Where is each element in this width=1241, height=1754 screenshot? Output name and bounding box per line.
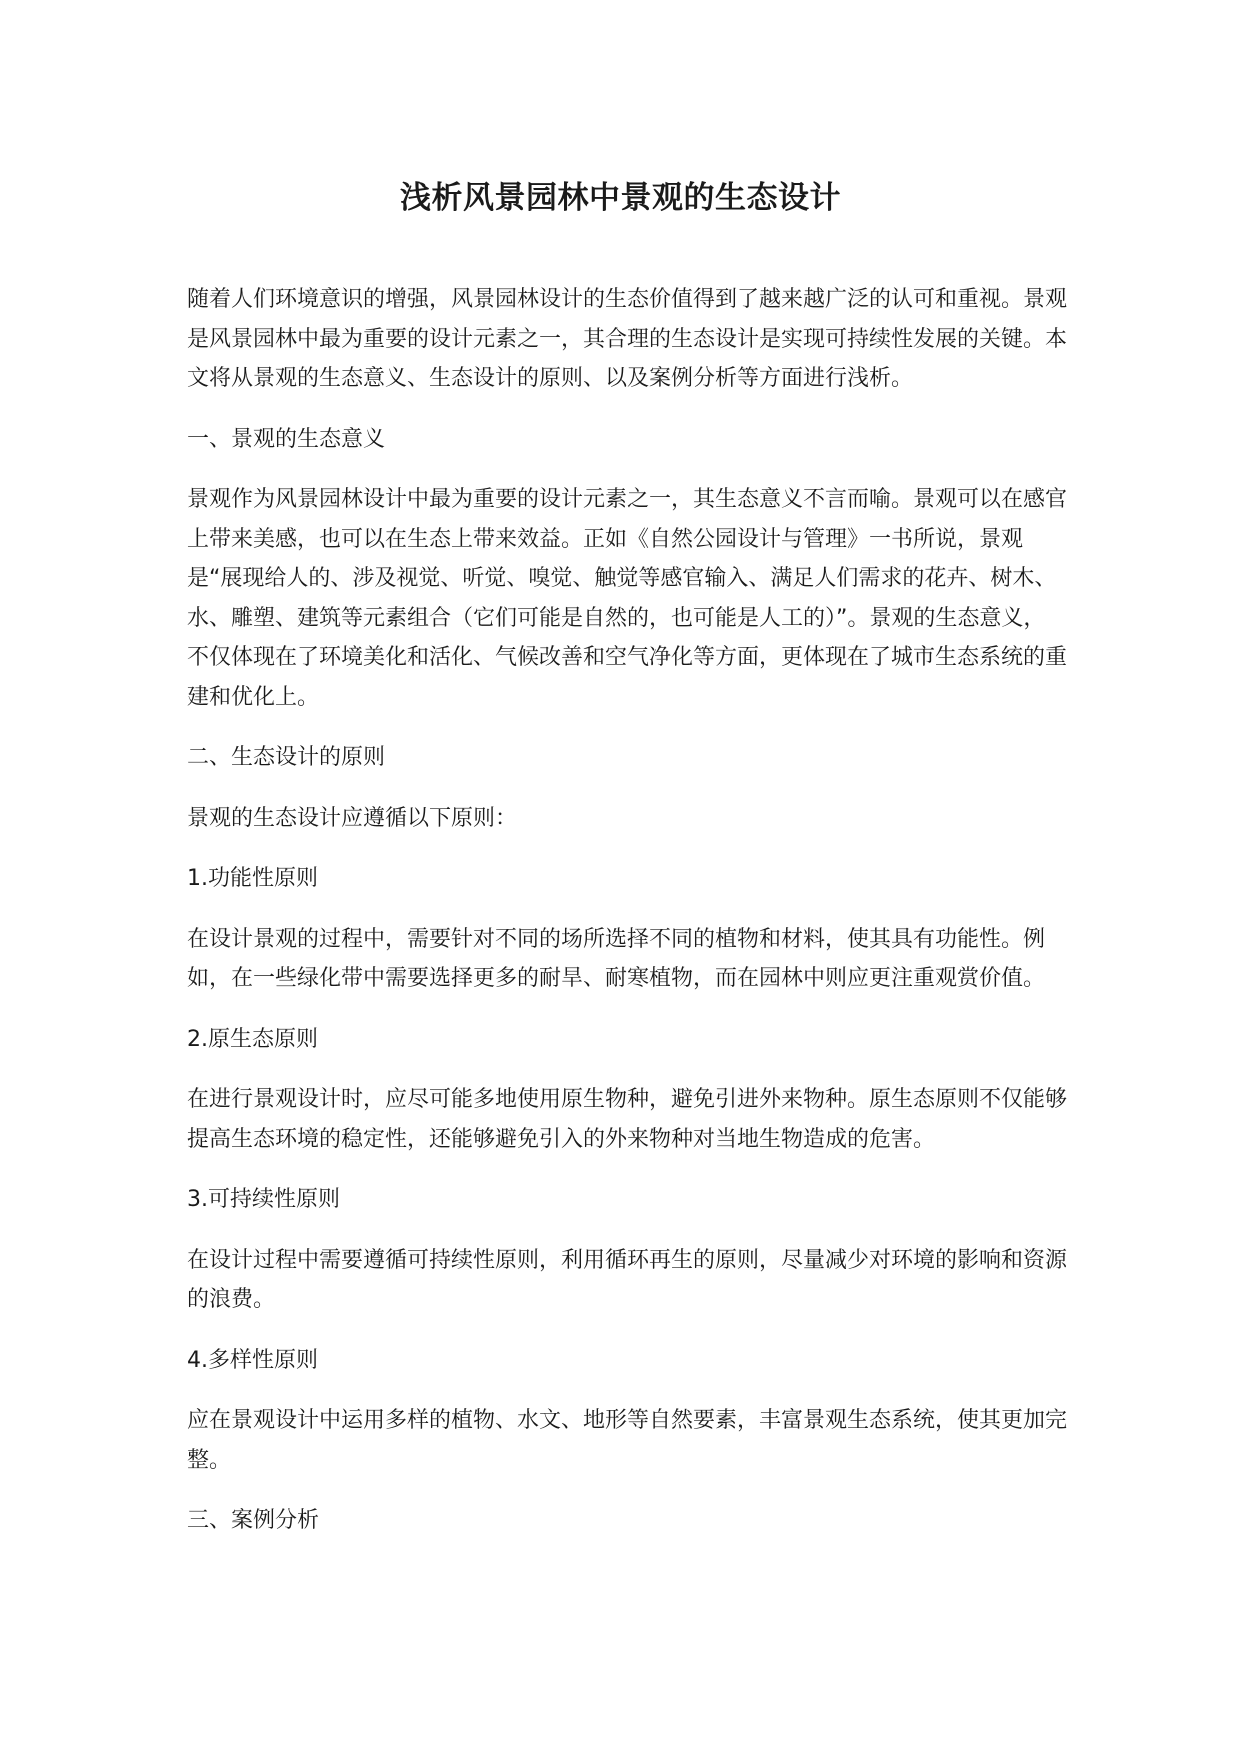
ecological-meaning-paragraph: 景观作为风景园林设计中最为重要的设计元素之一，其生态意义不言而喻。景观可以在感官上带来美感，也可以在生态上带来效益。正如《自然公园设计与管理》一书所说，景观是“展现给人的、涉及视觉、听觉、嗅觉、触觉等感官输入、满足人们需求的花卉、树木、水、雕塑、建筑等元素组合（它们可能是自然的，也可能是人工的）”。景观的生态意义，不仅体现在了环境美化和活化、气候改善和空气净化等方面，更体现在了城市生态系统的重建和优化上。 [187,487,1068,710]
principle-heading-functional: 1.功能性原则 [187,866,318,891]
principle-heading-diversity: 4.多样性原则 [187,1347,318,1373]
section-heading-ecological-meaning: 一、景观的生态意义 [187,426,386,452]
principle-sustainable-paragraph: 在设计过程中需要遵循可持续性原则，利用循环再生的原则，尽量减少对环境的影响和资源的浪费。 [187,1247,1068,1312]
principle-diversity-paragraph: 应在景观设计中运用多样的植物、水文、地形等自然要素，丰富景观生态系统，使其更加完整。 [187,1408,1068,1473]
principles-intro-paragraph: 景观的生态设计应遵循以下原则： [187,805,518,831]
principle-functional-paragraph: 在设计景观的过程中，需要针对不同的场所选择不同的植物和材料，使其具有功能性。例如，在一些绿化带中需要选择更多的耐旱、耐寒植物，而在园林中则应更注重观赏价值。 [187,926,1046,991]
section-heading-case-analysis: 三、案例分析 [187,1508,320,1533]
section-heading-design-principles: 二、生态设计的原则 [187,745,386,770]
principle-native-paragraph: 在进行景观设计时，应尽可能多地使用原生物种，避免引进外来物种。原生态原则不仅能够提高生态环境的稳定性，还能够避免引入的外来物种对当地生物造成的危害。 [187,1087,1068,1152]
document-body [187,280,1067,1562]
document-title: 浅析风景园林中景观的生态设计 [400,180,841,216]
intro-paragraph: 随着人们环境意识的增强，风景园林设计的生态价值得到了越来越广泛的认可和重视。景观是风景园林中最为重要的设计元素之一，其合理的生态设计是实现可持续性发展的关键。本文将从景观的生态意义、生态设计的原则、以及案例分析等方面进行浅析。 [187,287,1068,391]
principle-heading-sustainable: 3.可持续性原则 [187,1187,340,1212]
principle-heading-native: 2.原生态原则 [187,1026,318,1052]
